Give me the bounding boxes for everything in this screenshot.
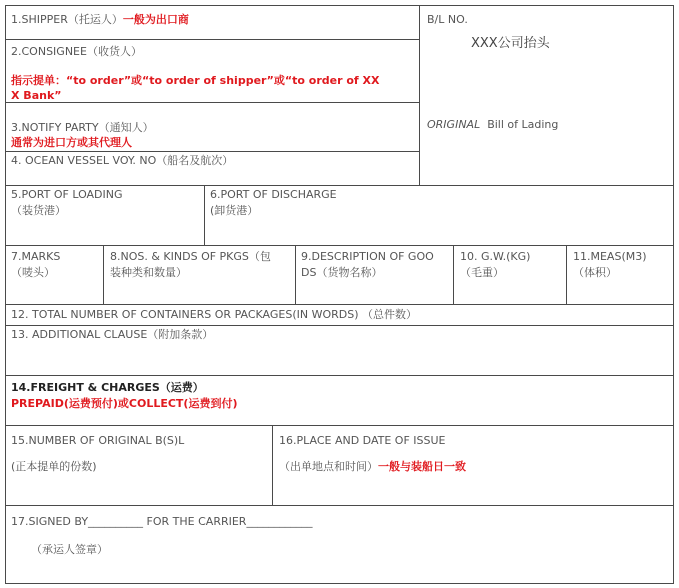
freight-cell	[5, 375, 674, 425]
shipper-label: 1.SHIPPER（托运人）	[11, 13, 123, 26]
signature-label: 17.SIGNED BY__________ FOR THE CARRIER____________	[11, 515, 313, 528]
signature-cn: （承运人签章）	[31, 543, 108, 556]
additional-clause-label: 13. ADDITIONAL CLAUSE（附加条款）	[11, 328, 214, 341]
vessel-cell	[5, 151, 419, 185]
original-count-cell	[5, 425, 272, 505]
notify-party-label: 3.NOTIFY PARTY（通知人）	[11, 121, 154, 134]
consignee-note-line2: X Bank”	[11, 89, 62, 102]
measurement-cell	[566, 245, 674, 304]
freight-label: 14.FREIGHT & CHARGES（运费）	[11, 381, 204, 394]
original-count-cn: (正本提单的份数)	[11, 460, 97, 473]
port-of-loading-cn: （装货港）	[11, 204, 66, 217]
marks-cn: （唛头）	[11, 266, 55, 279]
gross-weight-cn: （毛重）	[460, 266, 504, 279]
port-of-discharge-cn: (卸货港）	[210, 204, 259, 217]
issue-cn: （出单地点和时间）	[279, 460, 378, 473]
gross-weight-cell	[453, 245, 566, 304]
shipper-cell	[5, 5, 419, 39]
packages-label-line1: 8.NOS. & KINDS OF PKGS（包	[110, 250, 271, 263]
additional-clause-cell	[5, 325, 674, 375]
border-bottom	[5, 583, 674, 584]
goods-description-cell	[295, 245, 453, 304]
consignee-cell	[5, 39, 419, 102]
total-packages-label: 12. TOTAL NUMBER OF CONTAINERS OR PACKAGES(IN WORDS) （总件数）	[11, 308, 418, 321]
port-of-loading-cell	[5, 185, 204, 245]
freight-note: PREPAID(运费预付)或COLLECT(运费到付)	[11, 397, 238, 410]
bl-number-label: B/L NO.	[427, 13, 468, 26]
issue-cell	[272, 425, 674, 505]
port-of-discharge-cell	[204, 185, 419, 245]
marks-cell	[5, 245, 103, 304]
packages-label-line2: 装种类和数量）	[110, 266, 187, 279]
bl-company-header: XXX公司抬头	[471, 36, 550, 51]
measurement-label: 11.MEAS(M3)	[573, 250, 647, 263]
bill-of-lading-form	[5, 5, 674, 584]
original-bl-cell	[419, 105, 674, 145]
gross-weight-label: 10. G.W.(KG)	[460, 250, 531, 263]
consignee-note-line1: 指示提单：“to order”或“to order of shipper”或“to order of XX	[11, 74, 380, 87]
goods-label-line2: DS（货物名称）	[301, 266, 383, 279]
signature-cell	[5, 505, 674, 583]
shipper-note: 一般为出口商	[122, 13, 189, 26]
goods-label-line1: 9.DESCRIPTION OF GOO	[301, 250, 434, 263]
issue-label: 16.PLACE AND DATE OF ISSUE	[279, 434, 446, 447]
original-count-label: 15.NUMBER OF ORIGINAL B(S)L	[11, 434, 185, 447]
vessel-label: 4. OCEAN VESSEL VOY. NO（船名及航次）	[11, 154, 234, 167]
bill-of-lading-label: Bill of Lading	[480, 118, 559, 131]
original-label: ORIGINAL	[427, 118, 481, 131]
notify-party-note: 通常为进口方或其代理人	[11, 136, 132, 149]
marks-label: 7.MARKS	[11, 250, 61, 263]
bl-number-cell	[419, 5, 674, 105]
consignee-label: 2.CONSIGNEE（收货人）	[11, 45, 142, 58]
port-of-loading-label: 5.PORT OF LOADING	[11, 188, 123, 201]
issue-note: 一般与装船日一致	[378, 460, 466, 473]
total-packages-cell	[5, 304, 674, 325]
port-of-discharge-label: 6.PORT OF DISCHARGE	[210, 188, 337, 201]
notify-party-cell	[5, 102, 419, 151]
measurement-cn: （体积）	[573, 266, 617, 279]
packages-cell	[103, 245, 295, 304]
